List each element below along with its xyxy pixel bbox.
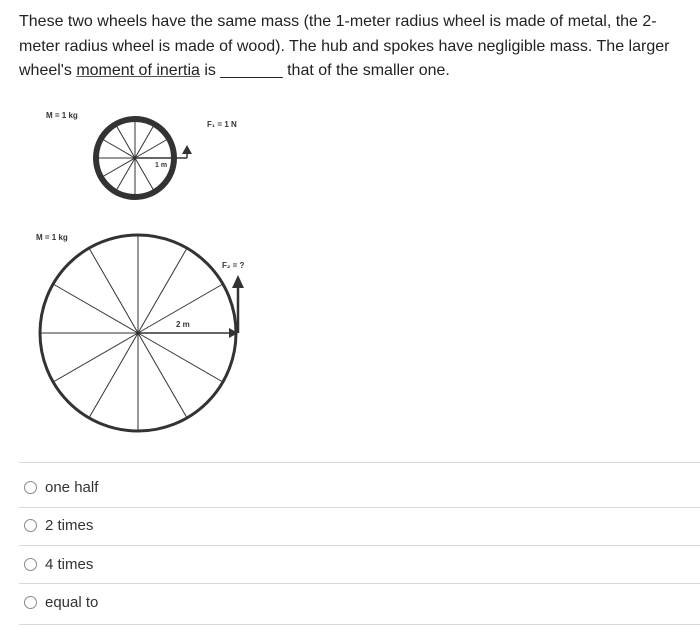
option-4-times[interactable] — [24, 552, 93, 576]
large-radius-label: 2 m — [176, 320, 190, 329]
question-underlined-term: moment of inertia — [76, 62, 200, 79]
small-wheel — [96, 119, 192, 197]
option-divider — [19, 507, 700, 508]
large-force-label: F₂ = ? — [222, 261, 245, 270]
small-mass-label: M = 1 kg — [46, 111, 78, 120]
option-label: 2 times — [45, 516, 94, 534]
large-mass-label: M = 1 kg — [36, 233, 68, 242]
option-divider — [19, 624, 700, 625]
small-radius-label: 1 m — [155, 162, 168, 169]
radio-button[interactable] — [24, 596, 37, 609]
question-text — [19, 10, 689, 84]
radio-button[interactable] — [24, 558, 37, 571]
small-force-label: F₁ = 1 N — [207, 120, 237, 129]
radio-button[interactable] — [24, 481, 37, 494]
option-divider — [19, 462, 700, 463]
question-text-part-2: is _______ that of the smaller one. — [199, 62, 450, 79]
wheels-diagram — [0, 100, 320, 440]
option-divider — [19, 545, 700, 546]
large-wheel — [40, 235, 244, 431]
option-one-half[interactable] — [24, 475, 98, 499]
option-label: 4 times — [45, 555, 94, 573]
option-label: equal to — [45, 593, 99, 611]
option-label: one half — [45, 478, 99, 496]
wheels-figure — [0, 100, 320, 440]
option-equal-to[interactable] — [24, 590, 98, 614]
large-force-arrowhead — [232, 275, 244, 288]
option-2-times[interactable] — [24, 513, 93, 537]
radio-button[interactable] — [24, 519, 37, 532]
option-divider — [19, 583, 700, 584]
question-text-part-1: These two wheels have the same mass (the 1-meter radius wheel is made of metal, the 2-meter radius wheel is made of wood). The hub and spokes have negligible mass. The larger wheel's — [19, 13, 670, 79]
